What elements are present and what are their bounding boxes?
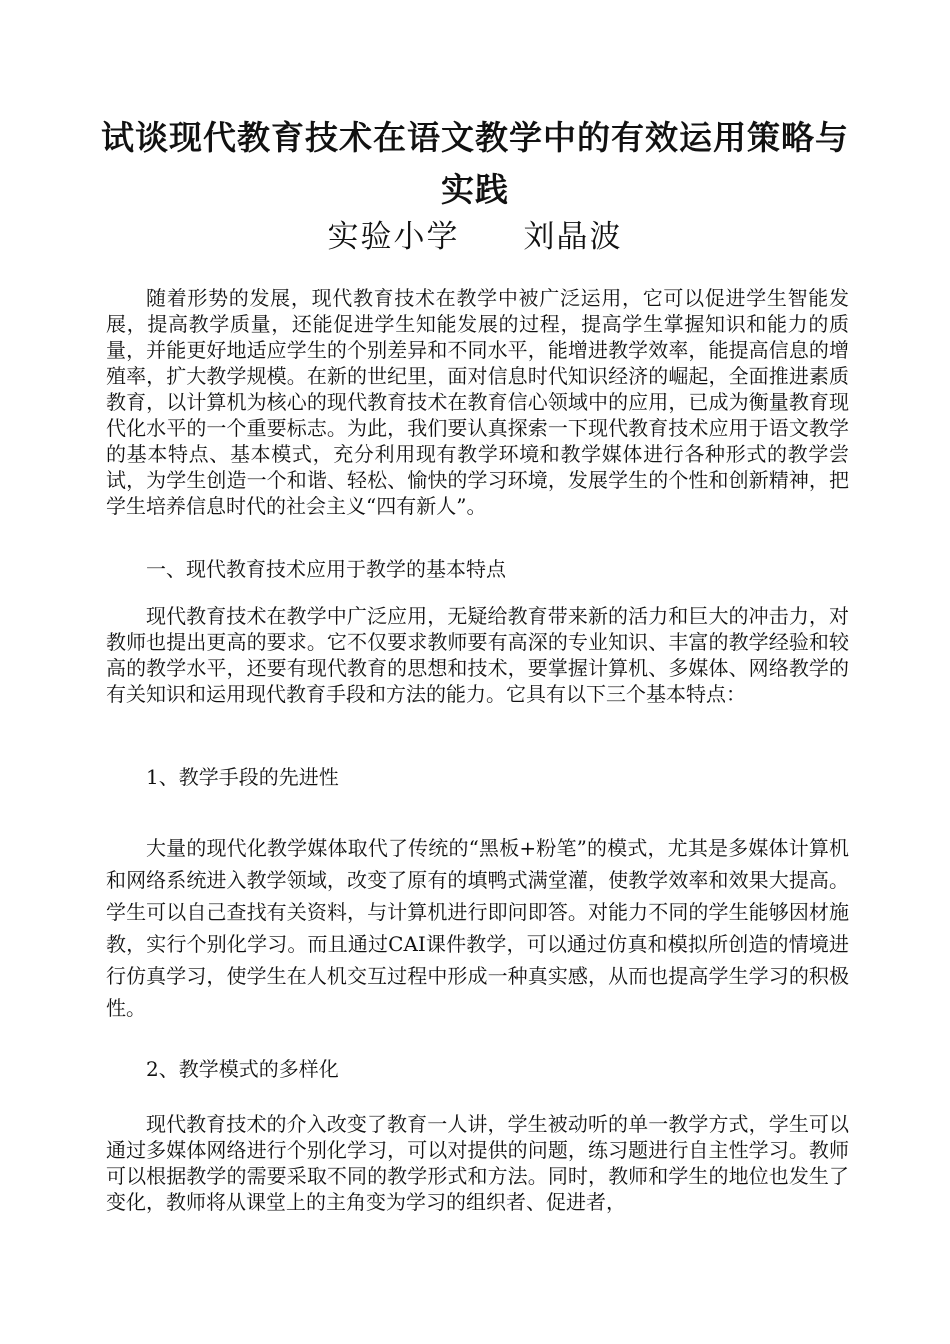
author-byline [100, 214, 850, 260]
author-name: 刘晶波 [523, 219, 623, 255]
section-1-paragraph: 现代教育技术在教学中广泛应用，无疑给教育带来新的活力和巨大的冲击力，对教师也提出更高的要求。它不仅要求教师要有高深的专业知识、丰富的教学经验和较高的教学水平，还要有现代教育的思想和技术，要掌握计算机、多媒体、网络教学的有关知识和运用现代教育手段和方法的能力。它具有以下三个基本特点： [106, 604, 849, 706]
document-title: 试谈现代教育技术在语文教学中的有效运用策略与实践 [101, 118, 849, 209]
point-2-paragraph: 现代教育技术的介入改变了教育一人讲，学生被动听的单一教学方式，学生可以通过多媒体网络进行个别化学习，可以对提供的问题，练习题进行自主性学习。教师可以根据教学的需要采取不同的教学形式和方法。同时，教师和学生的地位也发生了变化，教师将从课堂上的主角变为学习的组织者、促进者， [106, 1112, 849, 1214]
section-1-heading: 一、现代教育技术应用于教学的基本特点 [146, 557, 506, 581]
point-2-heading: 2、教学模式的多样化 [146, 1057, 339, 1081]
point-1-paragraph: 大量的现代化教学媒体取代了传统的“黑板+粉笔”的模式，尤其是多媒体计算机和网络系统进入教学领域，改变了原有的填鸭式满堂灌，使教学效率和效果大提高。学生可以自己查找有关资料，与计算机进行即问即答。对能力不同的学生能够因材施教，实行个别化学习。而且通过CAI课件教学，可以通过仿真和模拟所创造的情境进行仿真学习，使学生在人机交互过程中形成一种真实感，从而也提高学生学习的积极性。 [106, 836, 849, 1020]
intro-paragraph: 随着形势的发展，现代教育技术在教学中被广泛运用，它可以促进学生智能发展，提高教学质量，还能促进学生知能发展的过程，提高学生掌握知识和能力的质量，并能更好地适应学生的个别差异和不同水平，能增进教学效率，能提高信息的增殖率，扩大教学规模。在新的世纪里，面对信息时代知识经济的崛起，全面推进素质教育，以计算机为核心的现代教育技术在教育信心领域中的应用，已成为衡量教育现代化水平的一个重要标志。为此，我们要认真探索一下现代教育技术应用于语文教学的基本特点、基本模式，充分利用现有教学环境和教学媒体进行各种形式的教学尝试，为学生创造一个和谐、轻松、愉快的学习环境，发展学生的个性和创新精神，把学生培养信息时代的社会主义“四有新人”。 [106, 286, 849, 518]
point-1-heading: 1、教学手段的先进性 [146, 765, 339, 789]
author-school: 实验小学 [327, 219, 460, 255]
